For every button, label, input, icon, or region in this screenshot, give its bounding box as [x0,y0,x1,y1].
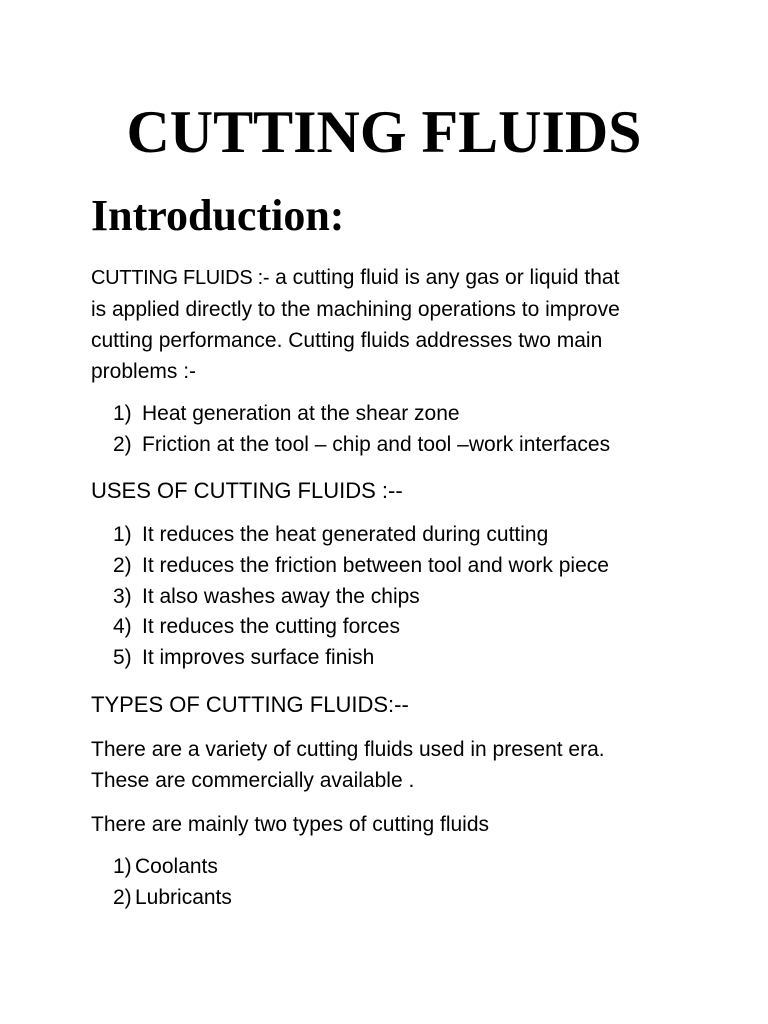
types-paragraph-1 [91,734,691,796]
list-number: 3) [113,584,132,608]
list-number: 2) [113,885,132,909]
list-item [113,582,609,613]
intro-text-line-3: cutting performance. Cutting fluids addresses two main [91,329,603,352]
list-number: 1) [113,855,132,878]
list-number: 2) [113,432,132,456]
uses-list [113,520,609,674]
list-item [113,551,609,582]
uses-heading: USES OF CUTTING FLUIDS :-- [91,478,403,503]
list-number: 1) [113,402,132,425]
list-item [113,643,609,674]
introduction-heading: Introduction: [91,191,345,240]
list-text: Lubricants [135,885,232,909]
list-number: 2) [113,553,132,577]
cutting-fluids-lead: CUTTING FLUIDS :- [91,267,270,289]
list-text: It also washes away the chips [142,584,420,608]
intro-text-line-1: a cutting fluid is any gas or liquid that [269,266,620,289]
list-text: Coolants [135,855,218,878]
list-item [113,852,232,883]
types-text-line-1: There are a variety of cutting fluids used in present era. [91,738,605,761]
types-text-line-2: These are commercially available . [91,769,415,792]
list-number: 1) [113,523,132,546]
document-title: CUTTING FLUIDS [126,99,642,165]
list-text: It improves surface finish [142,646,375,670]
types-list [113,852,232,914]
types-paragraph-2: There are mainly two types of cutting fluids [91,813,490,836]
list-number: 5) [113,646,132,670]
problems-list [113,399,610,461]
introduction-paragraph [91,262,691,387]
list-item [113,612,609,643]
list-item [113,883,232,914]
intro-text-line-2: is applied directly to the machining operations to improve [91,298,620,321]
list-text: Friction at the tool – chip and tool –work interfaces [142,432,611,456]
list-number: 4) [113,615,132,639]
list-text: It reduces the heat generated during cutting [142,523,549,546]
types-heading: TYPES OF CUTTING FLUIDS:-- [91,692,409,717]
list-item [113,430,610,461]
list-item [113,520,609,551]
list-text: Heat generation at the shear zone [142,402,460,425]
intro-text-line-4: problems :- [91,360,197,383]
list-item [113,399,610,430]
list-text: It reduces the friction between tool and work piece [142,553,609,577]
list-text: It reduces the cutting forces [142,615,400,639]
